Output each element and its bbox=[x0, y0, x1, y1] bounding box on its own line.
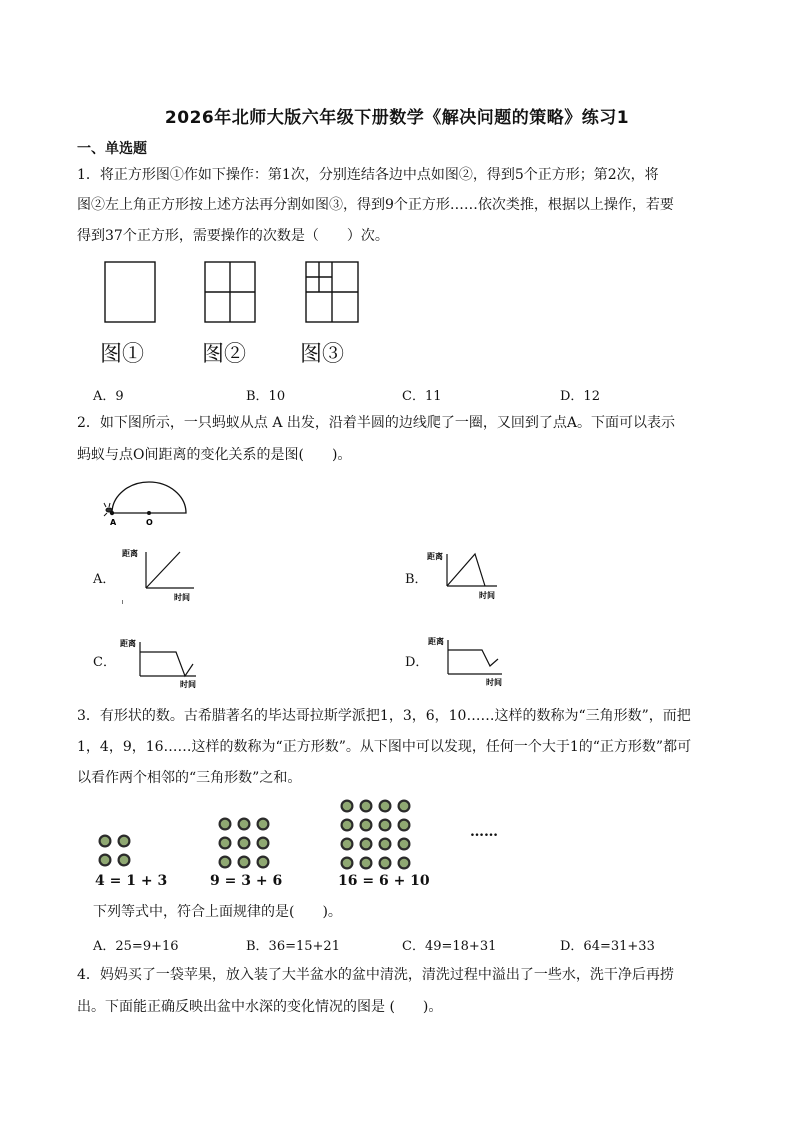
page-title: 2026年北师大版六年级下册数学《解决问题的策略》练习1 bbox=[164, 108, 630, 128]
dot-grid-1 bbox=[99, 835, 131, 867]
q1-option-a: A．9 bbox=[93, 389, 124, 404]
dot-fill bbox=[259, 839, 268, 848]
dot-fill bbox=[381, 802, 390, 811]
q1-line-3: 得到37个正方形，需要操作的次数是（ ）次。 bbox=[77, 228, 389, 244]
q3-line-2: 1，4，9，16……这样的数称为“正方形数”。从下图中可以发现，任何一个大于1的“正方形数”都可 bbox=[77, 739, 692, 755]
q2-option-b: B． bbox=[405, 572, 428, 587]
dot-fill bbox=[240, 839, 249, 848]
dot-fill bbox=[240, 820, 249, 829]
dot-fill bbox=[362, 802, 371, 811]
svg-text:距离: 距离 bbox=[120, 639, 136, 648]
svg-text:时间: 时间 bbox=[174, 593, 190, 602]
graph-a bbox=[114, 546, 204, 606]
dot-fill bbox=[101, 856, 110, 865]
q1-option-d: D．12 bbox=[560, 389, 600, 404]
dot-fill bbox=[221, 839, 230, 848]
q3-option-d: D．64=31+33 bbox=[560, 939, 655, 954]
square-figure-1 bbox=[105, 262, 155, 322]
dot-fill bbox=[400, 821, 409, 830]
q3-option-b: B．36=15+21 bbox=[246, 939, 340, 954]
dot-fill bbox=[221, 858, 230, 867]
dot-fill bbox=[400, 859, 409, 868]
dot-fill bbox=[343, 859, 352, 868]
dot-fill bbox=[400, 840, 409, 849]
q4-line-2: 出。下面能正确反映出盆中水深的变化情况的图是 ( )。 bbox=[77, 999, 443, 1015]
dot-fill bbox=[362, 840, 371, 849]
dot-fill bbox=[240, 858, 249, 867]
graph-b bbox=[425, 546, 515, 606]
dot-grid-2 bbox=[219, 818, 270, 869]
equation-1: 4 = 1 + 3 bbox=[95, 873, 168, 889]
section-heading: 一、单选题 bbox=[77, 141, 147, 157]
dot-fill bbox=[120, 856, 129, 865]
svg-text:时间: 时间 bbox=[180, 680, 196, 689]
dot-fill bbox=[343, 840, 352, 849]
graph-d bbox=[426, 630, 516, 690]
dot-fill bbox=[362, 821, 371, 830]
svg-text:距离: 距离 bbox=[427, 552, 443, 561]
square-figure-3 bbox=[306, 262, 358, 322]
q2-line-1: 2．如下图所示，一只蚂蚁从点 A 出发，沿着半圆的边线爬了一圈，又回到了点A。下面可以表示 bbox=[77, 415, 676, 431]
dot-fill bbox=[381, 840, 390, 849]
q2-option-a: A． bbox=[93, 572, 116, 587]
stray-mark bbox=[122, 600, 123, 604]
dot-fill bbox=[221, 820, 230, 829]
dots-ellipsis: …… bbox=[470, 824, 498, 840]
q1-line-2: 图②左上角正方形按上述方法再分割如图③，得到9个正方形……依次类推，根据以上操作，若要 bbox=[77, 197, 674, 213]
dot-fill bbox=[259, 858, 268, 867]
point-o-label: O bbox=[146, 518, 153, 527]
square-number-dots bbox=[85, 798, 525, 870]
dot-fill bbox=[381, 821, 390, 830]
dot-fill bbox=[101, 837, 110, 846]
point-a-label: A bbox=[110, 518, 117, 527]
caption-figure-1: 图① bbox=[100, 342, 145, 367]
equation-2: 9 = 3 + 6 bbox=[210, 873, 283, 889]
q1-option-b: B．10 bbox=[246, 389, 286, 404]
q1-squares-figure bbox=[100, 258, 370, 328]
svg-text:时间: 时间 bbox=[486, 678, 502, 687]
dot-fill bbox=[259, 820, 268, 829]
dot-fill bbox=[343, 802, 352, 811]
equation-3: 16 = 6 + 10 bbox=[338, 873, 430, 889]
q3-option-a: A．25=9+16 bbox=[93, 939, 179, 954]
svg-text:距离: 距离 bbox=[428, 637, 444, 646]
graph-c bbox=[118, 632, 208, 692]
semicircle-figure bbox=[98, 478, 198, 528]
dot-fill bbox=[343, 821, 352, 830]
q2-option-d: D． bbox=[405, 655, 429, 670]
q1-line-1: 1．将正方形图①作如下操作：第1次，分别连结各边中点如图②，得到5个正方形；第2次，将 bbox=[77, 167, 659, 183]
dot-fill bbox=[400, 802, 409, 811]
q3-option-c: C．49=18+31 bbox=[402, 939, 497, 954]
square-figure-2 bbox=[205, 262, 255, 322]
q2-option-c: C． bbox=[93, 655, 116, 670]
svg-text:时间: 时间 bbox=[479, 591, 495, 600]
caption-figure-2: 图② bbox=[202, 342, 247, 367]
dot-fill bbox=[381, 859, 390, 868]
q1-option-c: C．11 bbox=[402, 389, 442, 404]
caption-figure-3: 图③ bbox=[300, 342, 345, 367]
dot-fill bbox=[120, 837, 129, 846]
dot-grid-3 bbox=[341, 800, 411, 870]
q2-line-2: 蚂蚁与点O间距离的变化关系的是图( )。 bbox=[77, 447, 352, 463]
svg-text:距离: 距离 bbox=[122, 549, 138, 558]
q3-sub-question: 下列等式中，符合上面规律的是( )。 bbox=[93, 904, 342, 920]
dot-fill bbox=[362, 859, 371, 868]
q4-line-1: 4．妈妈买了一袋苹果，放入装了大半盆水的盆中清洗，清洗过程中溢出了一些水，洗干净后再捞 bbox=[77, 967, 674, 983]
q3-line-1: 3．有形状的数。古希腊著名的毕达哥拉斯学派把1，3，6，10……这样的数称为“三角形数”，而把 bbox=[77, 708, 691, 724]
q3-line-3: 以看作两个相邻的“三角形数”之和。 bbox=[77, 770, 302, 786]
